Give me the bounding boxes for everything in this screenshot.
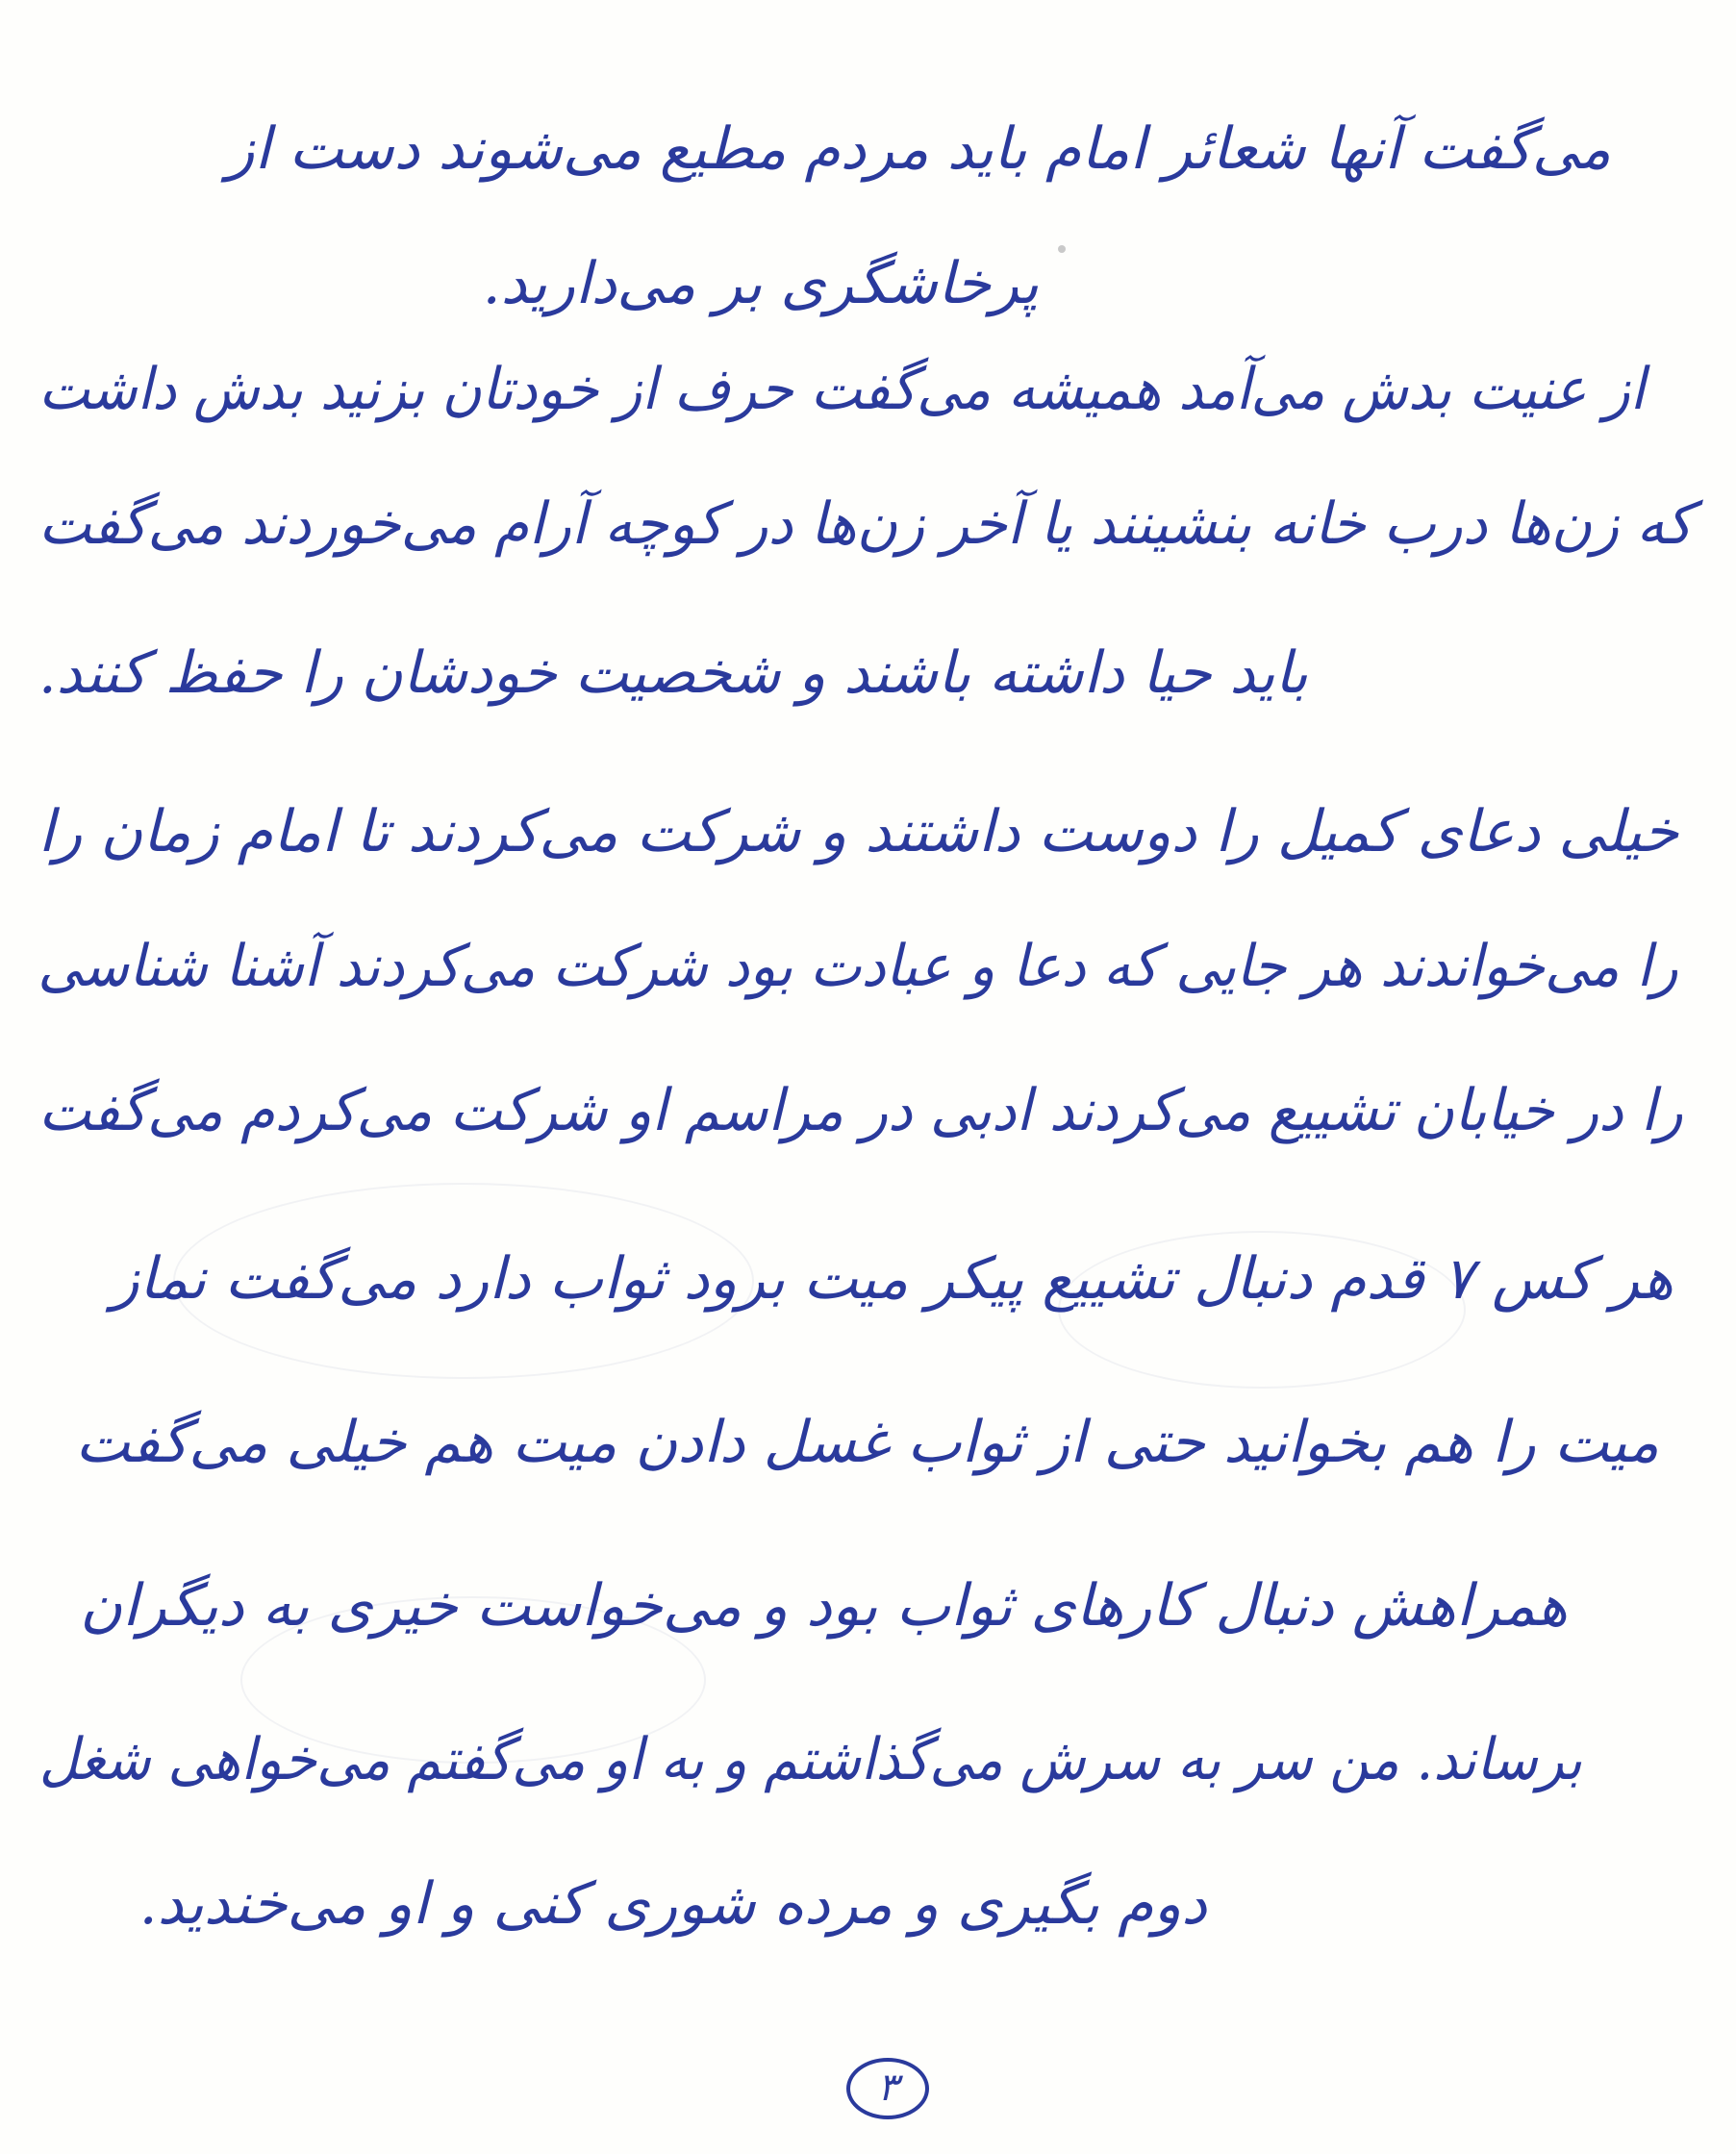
text-line-8: را در خیابان تشییع می‌کردند ادبی در مراسم او شرکت می‌کردم می‌گفت [38, 1077, 1683, 1144]
text-line-11: همراهش دنبال کارهای ثواب بود و می‌خواست خیری به دیگران [80, 1572, 1568, 1640]
text-line-12: برساند. من سر به سرش می‌گذاشتم و به او می‌گفتم می‌خواهی شغل [38, 1726, 1582, 1793]
text-line-2: پرخاشگری بر می‌دارید. [482, 250, 1039, 317]
text-line-7: را می‌خواندند هر جایی که دعا و عبادت بود شرکت می‌کردند آشنا شناسی [38, 933, 1678, 1000]
text-line-3: از عنیت بدش می‌آمد همیشه می‌گفت حرف از خودتان بزنید بدش داشت [38, 356, 1645, 423]
text-line-13: دوم بگیری و مرده شوری کنی و او می‌خندید. [138, 1870, 1207, 1938]
ink-dot [1058, 245, 1066, 253]
text-line-5: باید حیا داشته باشند و شخصیت خودشان را حفظ کنند. [38, 639, 1308, 707]
text-line-9: هر کس ۷ قدم دنبال تشییع پیکر میت برود ثواب دارد می‌گفت نماز [111, 1245, 1673, 1313]
page-number-circle: ۳ [846, 2058, 929, 2119]
text-line-6: خیلی دعای کمیل را دوست داشتند و شرکت می‌کردند تا امام زمان را [38, 798, 1678, 865]
text-line-1: می‌گفت آنها شعائر امام باید مردم مطیع می‌شوند دست از [226, 115, 1611, 183]
text-line-4: که زن‌ها درب خانه بنشینند یا آخر زن‌ها در کوچه آرام می‌خوردند می‌گفت [38, 490, 1693, 558]
text-line-10: میت را هم بخوانید حتی از ثواب غسل دادن میت هم خیلی می‌گفت [75, 1409, 1659, 1476]
